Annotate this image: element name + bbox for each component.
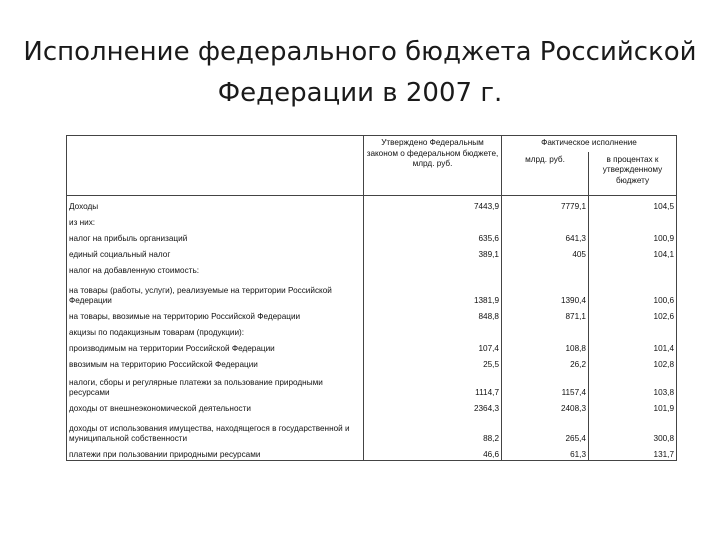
table-row xyxy=(67,415,677,445)
row-approved: 7443,9 xyxy=(364,196,502,213)
row-approved: 25,5 xyxy=(364,355,502,371)
row-pct: 100,6 xyxy=(589,277,677,307)
table-row xyxy=(67,213,677,229)
table-row xyxy=(67,399,677,415)
table-row xyxy=(67,339,677,355)
header-actual-bn: млрд. руб. xyxy=(502,152,589,196)
header-approved: Утверждено Федеральным законом о федеральном бюджете, млрд. руб. xyxy=(364,136,502,196)
row-pct: 104,1 xyxy=(589,245,677,261)
row-label: платежи при пользовании природными ресурсами xyxy=(67,445,364,461)
header-empty-cell xyxy=(67,136,364,196)
table-row xyxy=(67,355,677,371)
row-label: из них: xyxy=(67,213,364,229)
row-pct: 102,8 xyxy=(589,355,677,371)
row-approved: 1114,7 xyxy=(364,371,502,399)
row-label: налог на прибыль организаций xyxy=(67,229,364,245)
header-actual-pct: в процентах к утвержденному бюджету xyxy=(589,152,677,196)
row-pct xyxy=(589,261,677,277)
row-actual: 26,2 xyxy=(502,355,589,371)
title-line-2: Федерации в 2007 г. xyxy=(217,78,503,108)
row-approved: 635,6 xyxy=(364,229,502,245)
table-row xyxy=(67,245,677,261)
row-pct: 103,8 xyxy=(589,371,677,399)
row-label: производимым на территории Российской Федерации xyxy=(67,339,364,355)
table-row xyxy=(67,323,677,339)
row-pct xyxy=(589,213,677,229)
row-approved xyxy=(364,213,502,229)
slide-title xyxy=(0,32,720,114)
row-actual: 1157,4 xyxy=(502,371,589,399)
table-row xyxy=(67,307,677,323)
row-label: Доходы xyxy=(67,196,364,213)
row-actual: 2408,3 xyxy=(502,399,589,415)
row-pct xyxy=(589,323,677,339)
row-label: доходы от использования имущества, находящегося в государственной и муниципальной собственности xyxy=(67,415,364,445)
table-row xyxy=(67,277,677,307)
row-label: на товары, ввозимые на территорию Российской Федерации xyxy=(67,307,364,323)
row-pct: 300,8 xyxy=(589,415,677,445)
row-approved xyxy=(364,261,502,277)
row-actual xyxy=(502,261,589,277)
row-actual: 871,1 xyxy=(502,307,589,323)
row-actual: 405 xyxy=(502,245,589,261)
table-row xyxy=(67,196,677,213)
row-approved: 848,8 xyxy=(364,307,502,323)
budget-table xyxy=(66,135,677,461)
row-approved: 1381,9 xyxy=(364,277,502,307)
row-actual: 61,3 xyxy=(502,445,589,461)
row-approved: 2364,3 xyxy=(364,399,502,415)
header-actual: Фактическое исполнение xyxy=(502,136,677,152)
table-row xyxy=(67,445,677,461)
row-pct: 101,9 xyxy=(589,399,677,415)
table-row xyxy=(67,261,677,277)
row-pct: 104,5 xyxy=(589,196,677,213)
row-label: ввозимым на территорию Российской Федерации xyxy=(67,355,364,371)
row-actual: 7779,1 xyxy=(502,196,589,213)
row-pct: 101,4 xyxy=(589,339,677,355)
row-label: налоги, сборы и регулярные платежи за пользование природными ресурсами xyxy=(67,371,364,399)
row-approved: 107,4 xyxy=(364,339,502,355)
row-label: доходы от внешнеэкономической деятельности xyxy=(67,399,364,415)
row-actual: 641,3 xyxy=(502,229,589,245)
table-row xyxy=(67,371,677,399)
row-pct: 131,7 xyxy=(589,445,677,461)
row-label: единый социальный налог xyxy=(67,245,364,261)
row-approved xyxy=(364,323,502,339)
row-pct: 100,9 xyxy=(589,229,677,245)
row-actual: 1390,4 xyxy=(502,277,589,307)
row-actual: 265,4 xyxy=(502,415,589,445)
row-label: на товары (работы, услуги), реализуемые на территории Российской Федерации xyxy=(67,277,364,307)
row-actual xyxy=(502,213,589,229)
row-label: налог на добавленную стоимость: xyxy=(67,261,364,277)
row-approved: 88,2 xyxy=(364,415,502,445)
row-approved: 389,1 xyxy=(364,245,502,261)
row-actual xyxy=(502,323,589,339)
table-row xyxy=(67,229,677,245)
row-actual: 108,8 xyxy=(502,339,589,355)
title-line-1: Исполнение федерального бюджета Российской xyxy=(23,37,697,67)
row-label: акцизы по подакцизным товарам (продукции): xyxy=(67,323,364,339)
row-pct: 102,6 xyxy=(589,307,677,323)
row-approved: 46,6 xyxy=(364,445,502,461)
